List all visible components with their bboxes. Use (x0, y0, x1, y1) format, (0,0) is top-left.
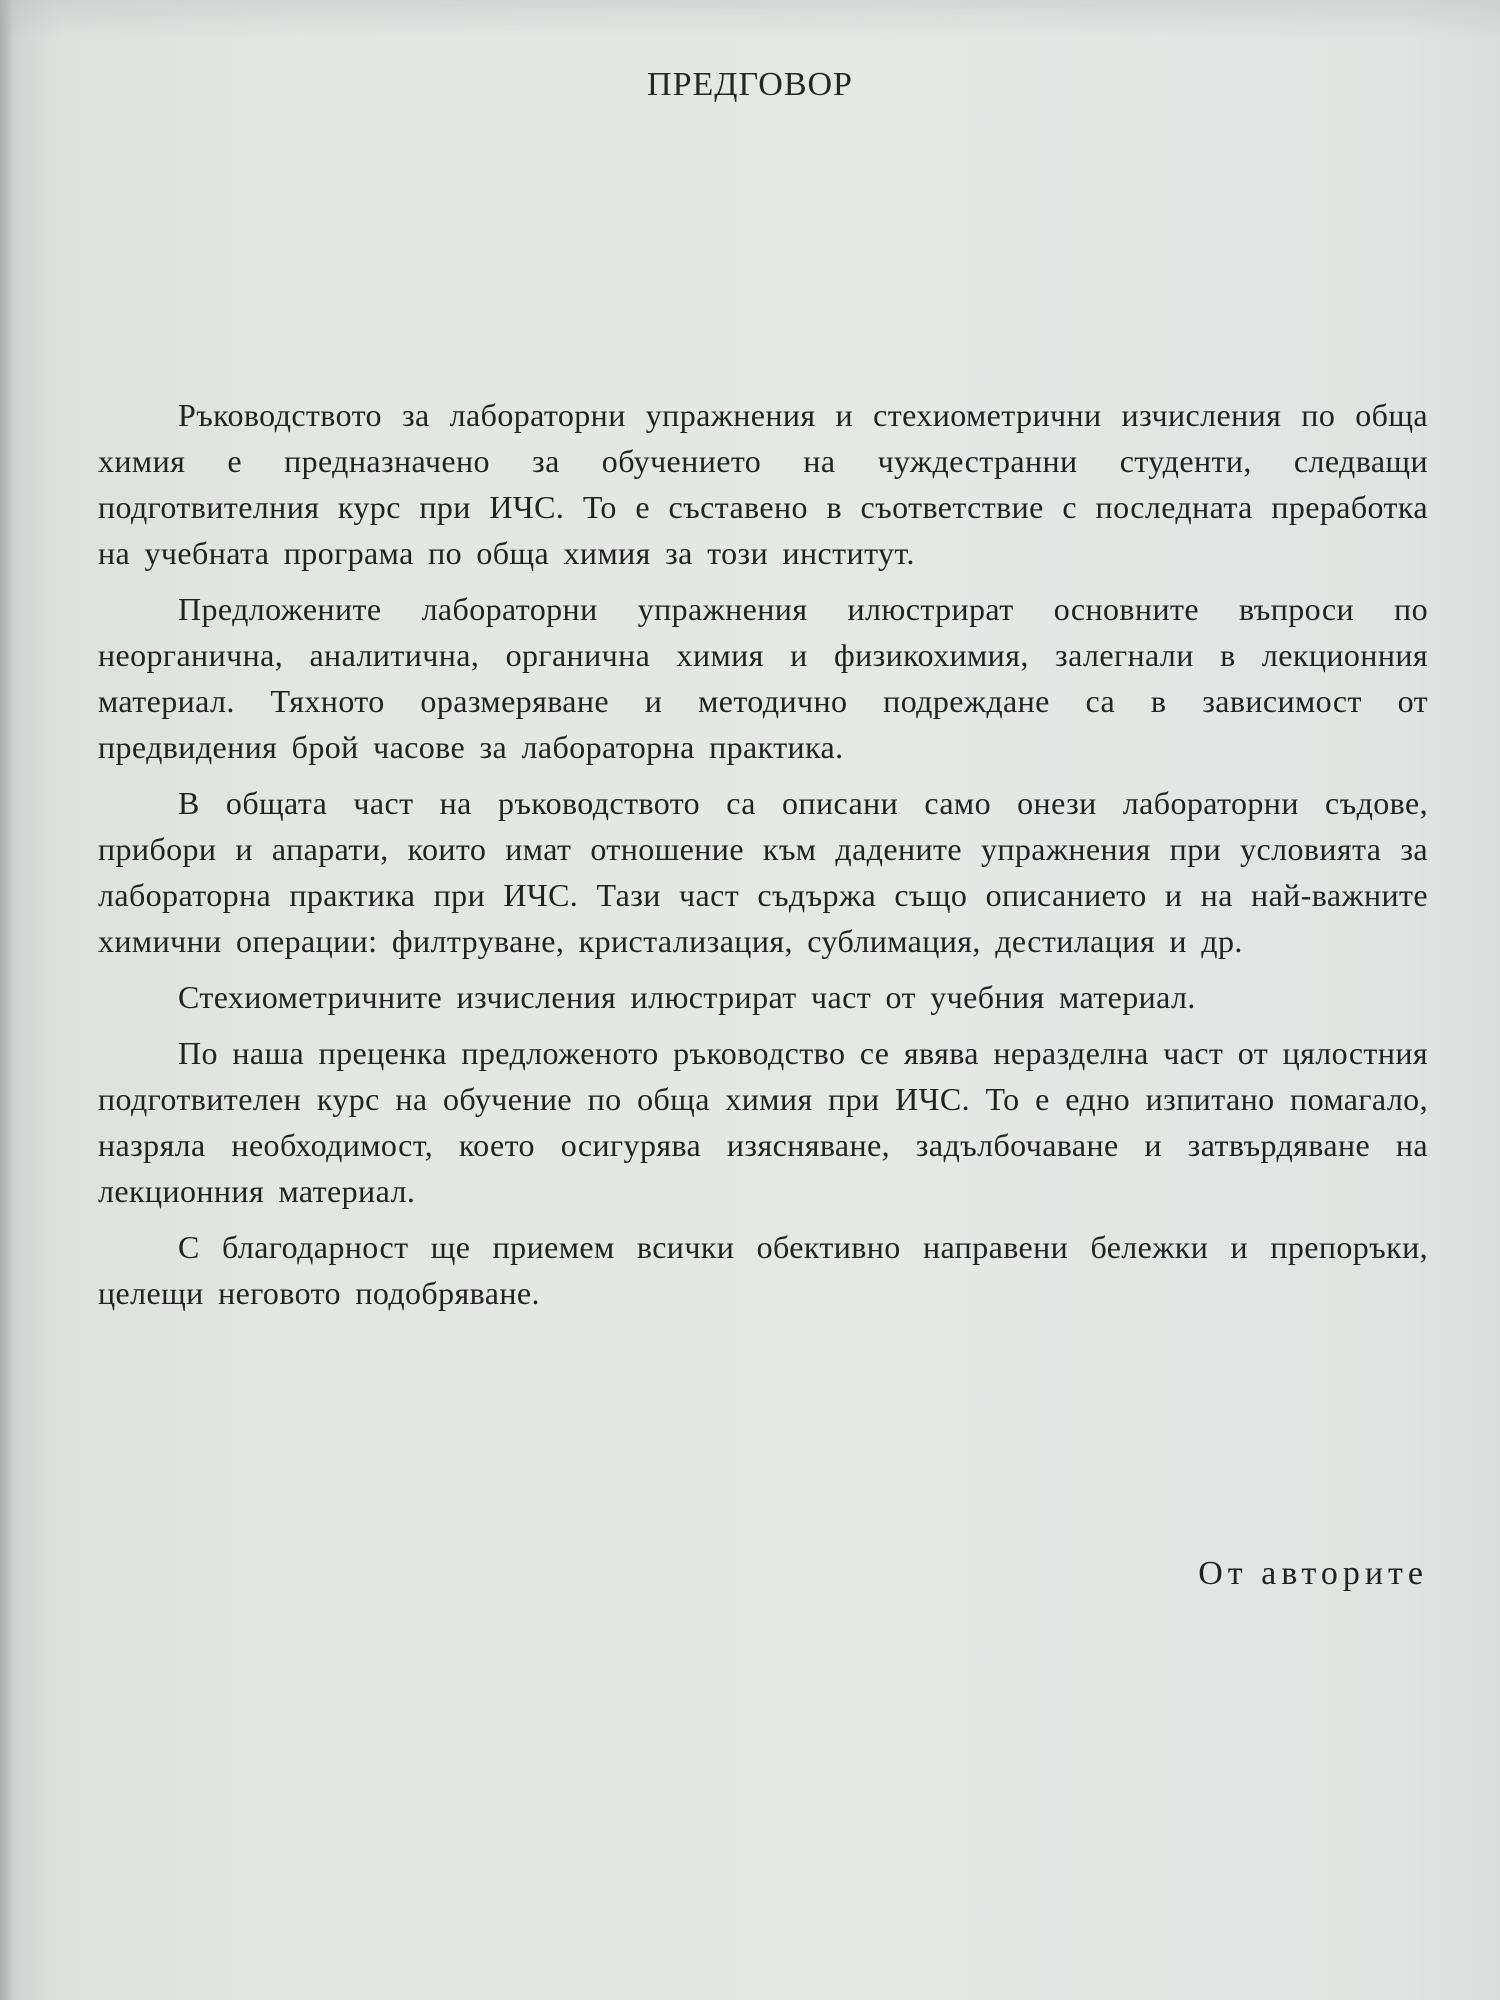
page-title: ПРЕДГОВОР (647, 66, 853, 103)
paragraph-5: По наша преценка предложеното ръководство се явява неразделна част от цялостния подготвителен курс на обучение по обща химия при ИЧС. То е едно изпитано помагало, назряла необходимост, което осигурява изясняване, задълбочаване и затвърдяване на лекционния материал. (98, 1035, 1428, 1209)
paragraph-1: Ръководството за лабораторни упражнения и стехиометрични изчисления по обща химия е предназначено за обучението на чуждестранни студенти, следващи подготвителния курс при ИЧС. То е съставено в съответствие с последната преработка на учебната програма по обща химия за този институт. (98, 397, 1428, 571)
paragraph-4: Стехиометричните изчисления илюстрират част от учебния материал. (178, 979, 1196, 1015)
paragraph-3: В общата част на ръководството са описани само онези лабораторни съдове, прибори и апарати, които имат отношение към дадените упражнения при условията за лабораторна практика при ИЧС. Тази част съдържа също описанието и на най-важните химични операции: филтруване, кристализация, сублимация, дестилация и др. (98, 785, 1428, 959)
page-top-shadow (0, 0, 1500, 40)
preface-body (98, 392, 1428, 1326)
paragraph-2: Предложените лабораторни упражнения илюстрират основните въпроси по неорганична, аналитична, органична химия и физикохимия, залегнали в лекционния материал. Тяхното оразмеряване и методично подреждане са в зависимост от предвидения брой часове за лабораторна практика. (98, 591, 1428, 765)
paragraph-6: С благодарност ще приемем всички обективно направени бележки и препоръки, целещи неговото подобряване. (98, 1229, 1428, 1311)
page-binding-edge (0, 0, 12, 2000)
signature: От авторите (1198, 1555, 1428, 1592)
